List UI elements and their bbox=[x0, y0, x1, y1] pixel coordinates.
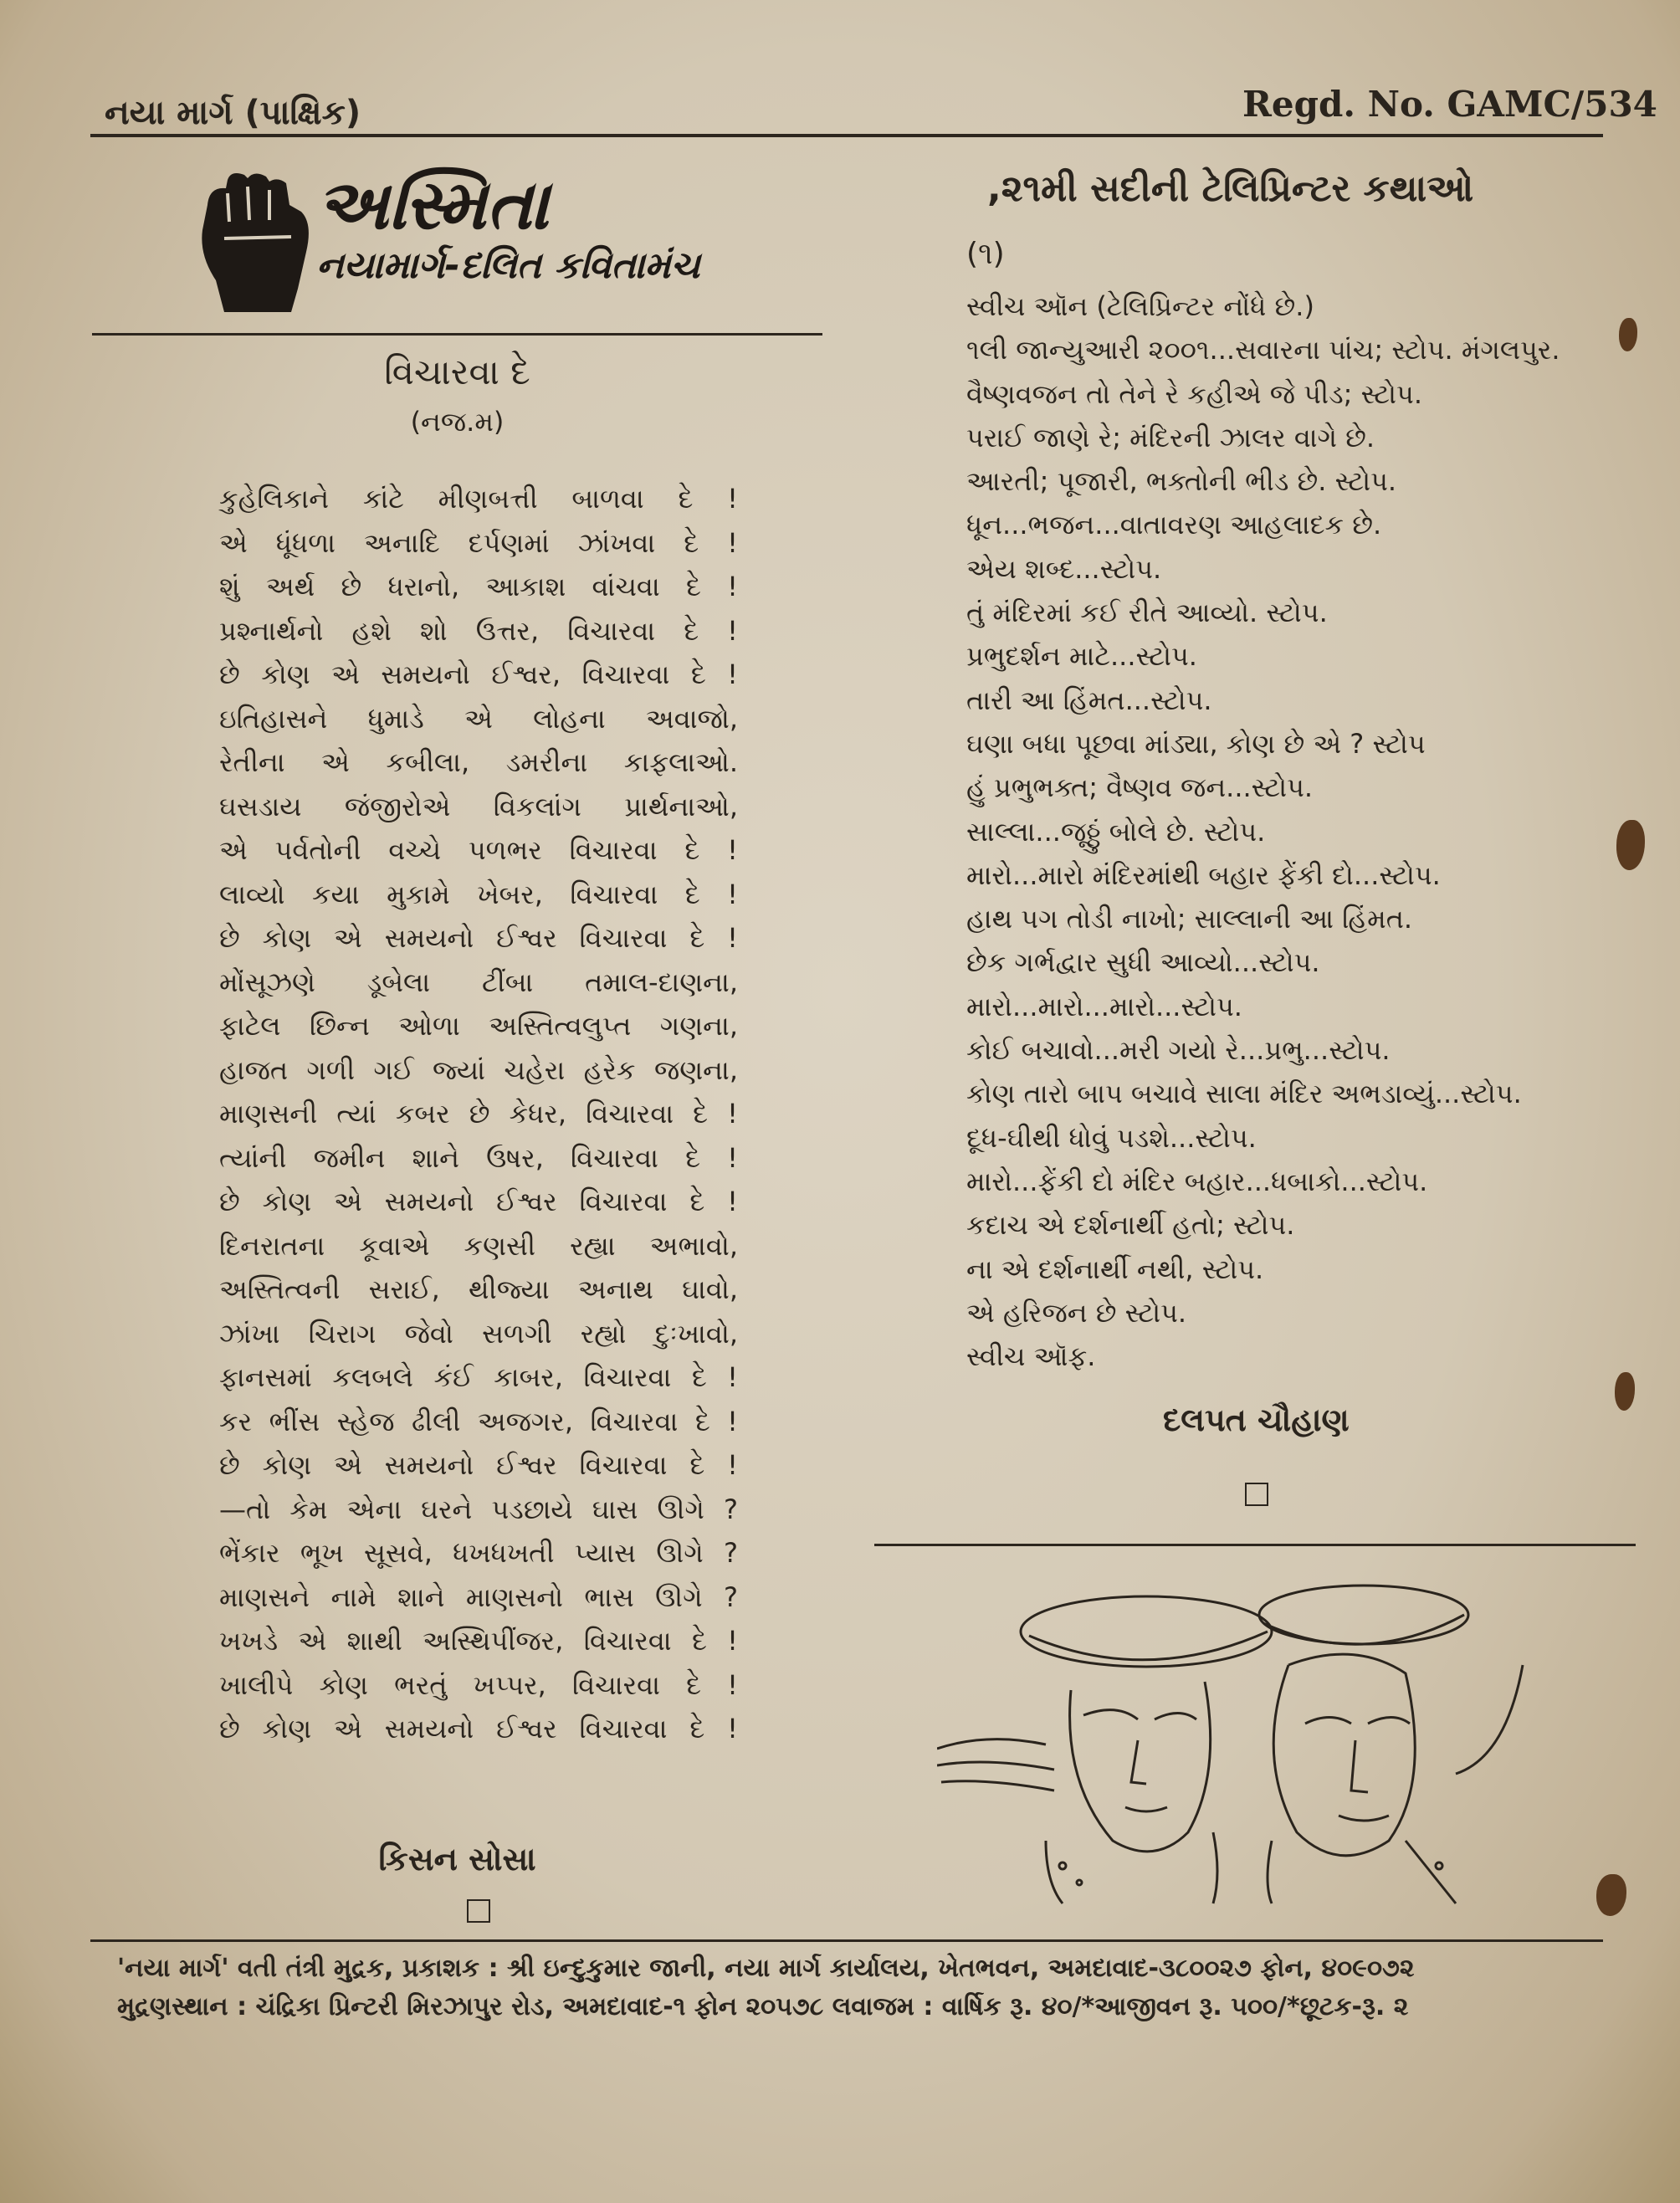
page-tear-mark bbox=[1615, 1372, 1635, 1411]
poem-line: ઘસડાય જંજીરોએ વિકલાંગ પ્રાર્થનાઓ, bbox=[219, 790, 738, 822]
poem-line: ઝાંખા ચિરાગ જેવો સળગી રહ્યો દુઃખાવો, bbox=[219, 1317, 738, 1350]
poem-line: લાવ્યો કયા મુકામે ખેબર, વિચારવા દે ! bbox=[219, 878, 738, 910]
story-line: દૂધ-ઘીથી ધોવું પડશે...સ્ટોપ. bbox=[966, 1121, 1257, 1154]
logo-subtitle: નયામાર્ગ-દલિત કવિતામંચ bbox=[316, 244, 700, 287]
two-women-sketch bbox=[937, 1565, 1556, 1908]
top-divider bbox=[90, 134, 1603, 137]
story-line: ધૂન...ભજન...વાતાવરણ આહલાદક છે. bbox=[966, 509, 1382, 541]
story-line: તારી આ હિંમત...સ્ટોપ. bbox=[966, 684, 1212, 716]
story-line: તું મંદિરમાં કઈ રીતે આવ્યો. સ્ટોપ. bbox=[966, 597, 1328, 629]
story-line: ઘણા બધા પૂછવા માંડ્યા, કોણ છે એ ? સ્ટોપ bbox=[966, 727, 1426, 760]
story-line: છેક ગર્ભદ્વાર સુધી આવ્યો...સ્ટોપ. bbox=[966, 946, 1320, 979]
footer-line-printer: મુદ્રણસ્થાન : ચંદ્રિકા પ્રિન્ટરી મિરઝાપુર રોડ, અમદાવાદ-૧ ફોન ૨૦૫૭૮ લવાજમ : વાર્ષિક રૂ. ૪૦/*આજીવન રૂ. ૫૦૦/*છૂટક-રૂ. ૨ bbox=[117, 1992, 1409, 2021]
page-tear-mark bbox=[1619, 318, 1637, 351]
story-line: કોણ તારો બાપ બચાવે સાલા મંદિર અભડાવ્યું...સ્ટોપ. bbox=[966, 1078, 1522, 1110]
left-column-divider bbox=[92, 333, 822, 336]
poem-line: કર ભીંસ સ્હેજ ઢીલી અજગર, વિચારવા દે ! bbox=[219, 1405, 738, 1437]
masthead-title: નયા માર્ગ (પાક્ષિક) bbox=[105, 94, 361, 132]
poem-subtitle: (નજ.મ) bbox=[410, 406, 505, 438]
poem-line: અસ્તિત્વની સરાઈ, થીજ્યા અનાથ ઘાવો, bbox=[219, 1273, 738, 1305]
story-line: વૈષ્ણવજન તો તેને રે કહીએ જે પીડ; સ્ટોપ. bbox=[966, 377, 1422, 410]
poem-line: દિનરાતના કૂવાએ કણસી રહ્યા અભાવો, bbox=[219, 1229, 738, 1262]
story-line: સ્વીચ ઑફ. bbox=[966, 1340, 1096, 1373]
story-line: ના એ દર્શનાર્થી નથી, સ્ટોપ. bbox=[966, 1253, 1264, 1285]
story-body bbox=[966, 284, 1611, 1378]
poem-line: ફાટેલ છિન્ન ઓળા અસ્તિત્વલુપ્ત ગણના, bbox=[219, 1010, 738, 1042]
poem-line: ખખડે એ શાથી અસ્થિપીંજર, વિચારવા દે ! bbox=[219, 1625, 738, 1657]
footer-divider bbox=[90, 1939, 1603, 1942]
story-title: ,૨૧મી સદીની ટેલિપ્રિન્ટર કથાઓ bbox=[987, 167, 1474, 210]
poem-body bbox=[219, 477, 738, 1751]
registration-number: Regd. No. GAMC/534 bbox=[1242, 84, 1657, 125]
poem-line: મોંસૂઝણે ડૂબેલા ટીંબા તમાલ-દાણના, bbox=[219, 966, 738, 998]
poem-line: ફાનસમાં કલબલે કંઈ કાબર, વિચારવા દે ! bbox=[219, 1361, 738, 1393]
poem-line: ખાલીપે કોણ ભરતું ખપ્પર, વિચારવા દે ! bbox=[219, 1668, 738, 1701]
poem-line: હાજત ગળી ગઈ જ્યાં ચહેરા હરેક જણના, bbox=[219, 1053, 738, 1086]
poem-line: છે કોણ એ સમયનો ઈશ્વર વિચારવા દે ! bbox=[219, 1713, 738, 1744]
poem-line: માણસની ત્યાં કબર છે કેધર, વિચારવા દે ! bbox=[219, 1098, 738, 1130]
poem-line: એ ધૂંધળા અનાદિ દર્પણમાં ઝાંખવા દે ! bbox=[219, 526, 738, 559]
poem-line: પ્રશ્નાર્થનો હશે શો ઉત્તર, વિચારવા દે ! bbox=[219, 614, 738, 647]
poem-line: રેતીના એ કબીલા, ડમરીના કાફલાઓ. bbox=[219, 746, 738, 778]
poem-line: શું અર્થ છે ધરાનો, આકાશ વાંચવા દે ! bbox=[219, 571, 738, 602]
poem-line: માણસને નામે શાને માણસનો ભાસ ઊગે ? bbox=[219, 1581, 738, 1613]
story-number: (૧) bbox=[966, 237, 1005, 271]
story-line: આરતી; પૂજારી, ભક્તોની ભીડ છે. સ્ટોપ. bbox=[966, 465, 1397, 498]
poem-line: એ પર્વતોની વચ્ચે પળભર વિચારવા દે ! bbox=[219, 834, 738, 866]
asmita-logo bbox=[191, 167, 726, 318]
poem-line: છે કોણ એ સમયનો ઈશ્વર વિચારવા દે ! bbox=[219, 1186, 738, 1217]
poem-author: કિસન સોસા bbox=[378, 1841, 536, 1878]
story-line: એય શબ્દ...સ્ટોપ. bbox=[966, 552, 1162, 585]
page-tear-mark bbox=[1616, 820, 1645, 870]
story-line: એ હરિજન છે સ્ટોપ. bbox=[966, 1296, 1187, 1329]
story-line: કોઈ બચાવો...મરી ગયો રે...પ્રભુ...સ્ટોપ. bbox=[966, 1034, 1391, 1067]
right-column-divider bbox=[874, 1544, 1636, 1546]
end-square-icon bbox=[1245, 1483, 1268, 1506]
poem-title: વિચારવા દે bbox=[384, 351, 530, 392]
story-line: સાલ્લા...જૂઠ્ઠું બોલે છે. સ્ટોપ. bbox=[966, 815, 1266, 848]
end-square-icon bbox=[467, 1899, 490, 1923]
story-line: ૧લી જાન્યુઆરી ૨૦૦૧...સવારના પાંચ; સ્ટોપ. મંગલપુર. bbox=[966, 334, 1560, 366]
poem-line: ભેંકાર ભૂખ સૂસવે, ધખધખતી પ્યાસ ઊગે ? bbox=[219, 1537, 738, 1569]
story-line: કદાચ એ દર્શનાર્થી હતો; સ્ટોપ. bbox=[966, 1209, 1295, 1242]
story-author: દલપત ચૌહાણ bbox=[1163, 1401, 1350, 1438]
story-line: હું પ્રભુભક્ત; વૈષ્ણવ જન...સ્ટોપ. bbox=[966, 771, 1314, 804]
poem-line: છે કોણ એ સમયનો ઈશ્વર વિચારવા દે ! bbox=[219, 922, 738, 954]
raised-fist-icon bbox=[191, 172, 316, 314]
poem-line: ત્યાંની જમીન શાને ઉષર, વિચારવા દે ! bbox=[219, 1141, 738, 1174]
story-line: સ્વીચ ઑન (ટેલિપ્રિન્ટર નોંધે છે.) bbox=[966, 290, 1314, 322]
imprint-footer bbox=[117, 1949, 1606, 2026]
story-line: મારો...મારો...મારો...સ્ટોપ. bbox=[966, 990, 1242, 1022]
poem-line: —તો કેમ એના ઘરને પડછાયે ઘાસ ઊગે ? bbox=[219, 1493, 738, 1525]
story-line: પ્રભુદર્શન માટે...સ્ટોપ. bbox=[966, 640, 1197, 673]
page-tear-mark bbox=[1596, 1874, 1626, 1916]
logo-title: અસ્મિતા bbox=[316, 166, 549, 245]
story-line: મારો...ફેંકી દો મંદિર બહાર...ધબાકો...સ્ટોપ. bbox=[966, 1165, 1428, 1197]
footer-line-publisher: 'નયા માર્ગ' વતી તંત્રી મુદ્રક, પ્રકાશક : શ્રી ઇન્દુકુમાર જાની, નયા માર્ગ કાર્યાલય, ખેતભવન, અમદાવાદ-૩૮૦૦૨૭ ફોન, ૪૦૯૦૭૨ bbox=[117, 1954, 1415, 1983]
story-line: પરાઈ જાણે રે; મંદિરની ઝાલર વાગે છે. bbox=[966, 421, 1375, 453]
poem-line: છે કોણ એ સમયનો ઈશ્વર વિચારવા દે ! bbox=[219, 1449, 738, 1481]
story-line: મારો...મારો મંદિરમાંથી બહાર ફેંકી દો...સ્ટોપ. bbox=[966, 858, 1441, 891]
poem-line: કુહેલિકાને કાંટે મીણબત્તી બાળવા દે ! bbox=[219, 483, 738, 515]
poem-line: ઇતિહાસને ધુમાડે એ લોહના અવાજો, bbox=[219, 702, 738, 735]
poem-line: છે કોણ એ સમયનો ઈશ્વર, વિચારવા દે ! bbox=[219, 658, 738, 690]
story-line: હાથ પગ તોડી નાખો; સાલ્લાની આ હિંમત. bbox=[966, 903, 1413, 935]
